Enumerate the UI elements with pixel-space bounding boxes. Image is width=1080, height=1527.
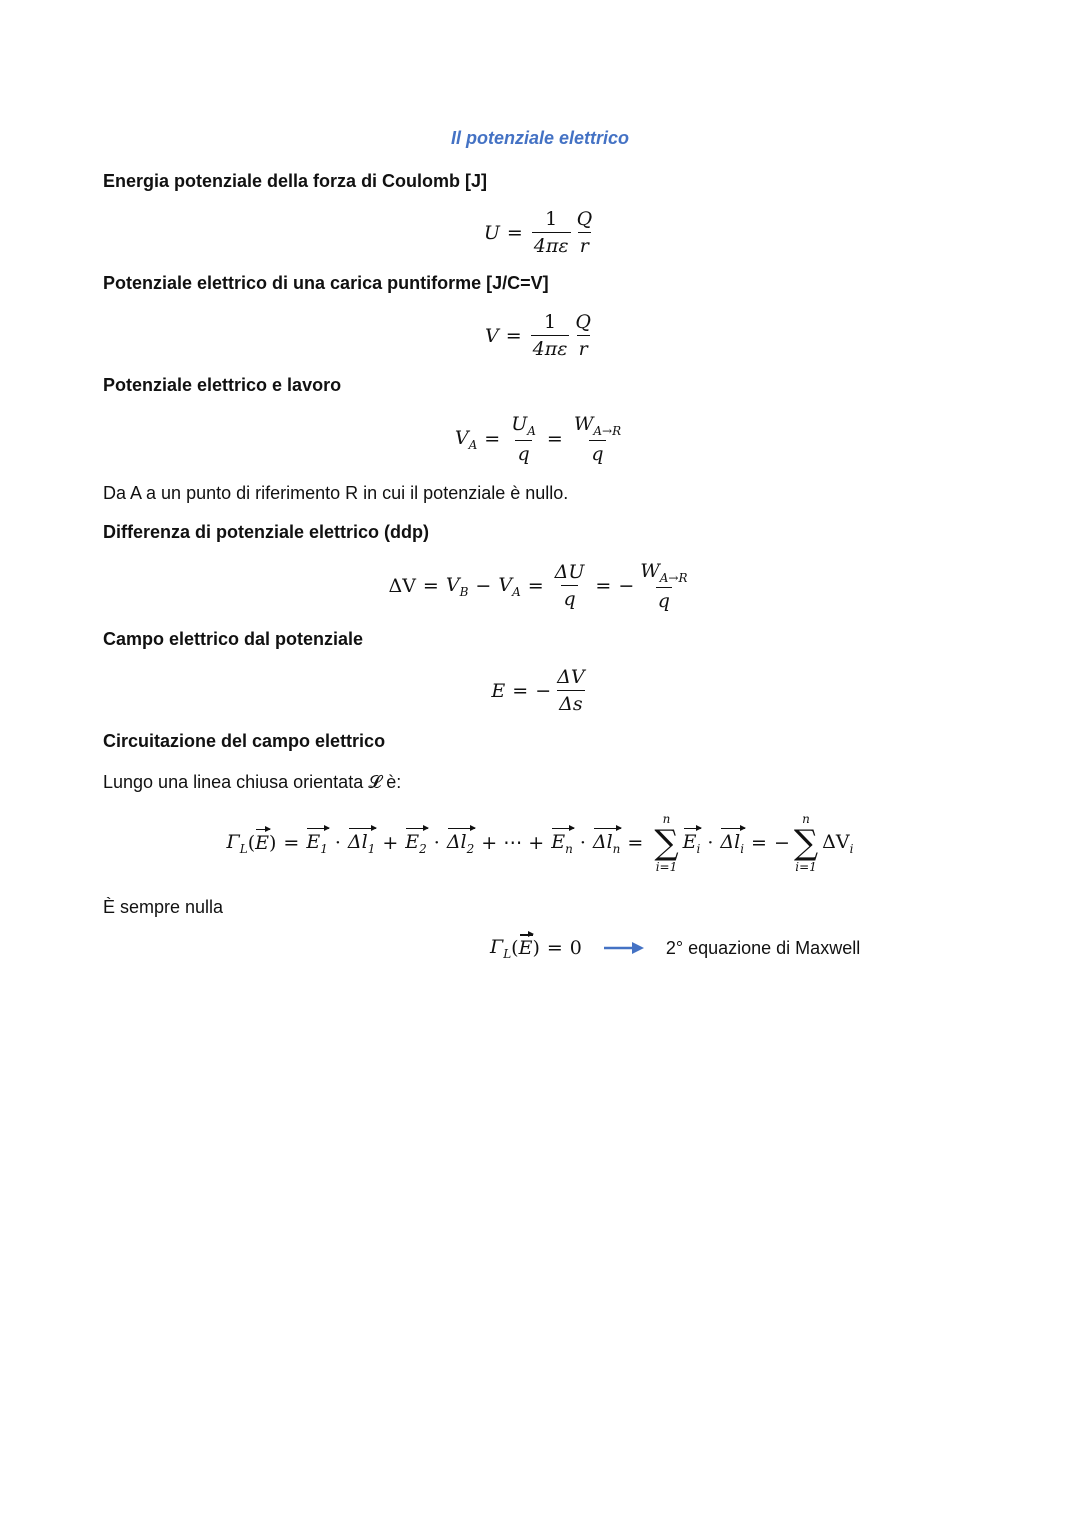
fraction-q-over-r: $\frac{Q}{r}$ — [575, 311, 591, 360]
summation: n ∑ i=1 — [793, 812, 819, 874]
fraction-constant: $\frac{1}{4\pi\varepsilon}$ — [533, 208, 569, 257]
fraction-w-over-q: $\frac{W_{A\to R}}{q}$ — [640, 560, 688, 612]
heading-field-from-potential: Campo elettrico dal potenziale — [103, 629, 364, 649]
fraction-q-over-r: $\frac{Q}{r}$ — [576, 208, 593, 257]
heading-ddp: Differenza di potenziale elettrico (ddp) — [103, 522, 430, 542]
fraction-w-over-q: $\frac{W_{A\to R}}{q}$ — [573, 413, 622, 465]
equation-potential-work: $V_A$ = $\frac{U_A}{q}$ = $\frac{W_{A\to R}}{q}$ — [454, 413, 622, 465]
eq-lhs: V — [484, 324, 499, 347]
fraction-dv-over-ds: $\frac{\Delta V}{\Delta s}$ — [557, 666, 585, 715]
summation: n ∑ i=1 — [654, 812, 679, 874]
fraction-du-over-q: $\frac{\Delta U}{q}$ — [554, 561, 585, 611]
heading-circulation: Circuitazione del campo elettrico — [103, 731, 386, 751]
note-always-zero: È sempre nulla — [103, 897, 224, 917]
circulation-intro: Lungo una linea chiusa orientata 𝓛 è: — [103, 772, 402, 792]
equation-field-from-potential: E = − $\frac{\Delta V}{\Delta s}$ — [491, 666, 585, 715]
equation-maxwell: $\Gamma_L$ ( E ) = 0 2° equazione di Maxwell — [490, 936, 861, 961]
heading-point-potential: Potenziale elettrico di una carica puntiforme [J/C=V] — [103, 273, 549, 293]
heading-potential-work: Potenziale elettrico e lavoro — [103, 375, 342, 395]
heading-coulomb-energy: Energia potenziale della forza di Coulomb [J] — [103, 171, 488, 191]
note-reference-point: Da A a un punto di riferimento R in cui il potenziale è nullo. — [103, 483, 569, 503]
maxwell-label: 2° equazione di Maxwell — [665, 937, 861, 958]
equation-circulation: $\Gamma_L$ ( E ) = $E_1$ · $\Delta l_1$ + $E_2$ · $\Delta l_2$ + ⋯ + $E_n$ · $\Delta l_n$ = n ∑ i=1 $E_i$ · $\Delta l_i$ = − n ∑ i=1 $\Delta V_i$ — [226, 812, 854, 874]
page-title: Il potenziale elettrico — [450, 128, 630, 148]
equation-point-potential: V = $\frac{1}{4\pi\varepsilon}$ $\frac{Q}{r}$ — [484, 311, 591, 360]
equation-coulomb-energy: U = $\frac{1}{4\pi\varepsilon}$ $\frac{Q}{r}$ — [483, 208, 593, 257]
fraction-constant: $\frac{1}{4\pi\varepsilon}$ — [532, 311, 568, 360]
equation-ddp: ΔV = $V_B$ − $V_A$ = $\frac{\Delta U}{q}$ = − $\frac{W_{A\to R}}{q}$ — [388, 560, 688, 612]
fraction-u-over-q: $\frac{U_A}{q}$ — [511, 413, 536, 465]
arrow-right-icon — [604, 942, 644, 954]
eq-lhs: U — [483, 221, 500, 244]
